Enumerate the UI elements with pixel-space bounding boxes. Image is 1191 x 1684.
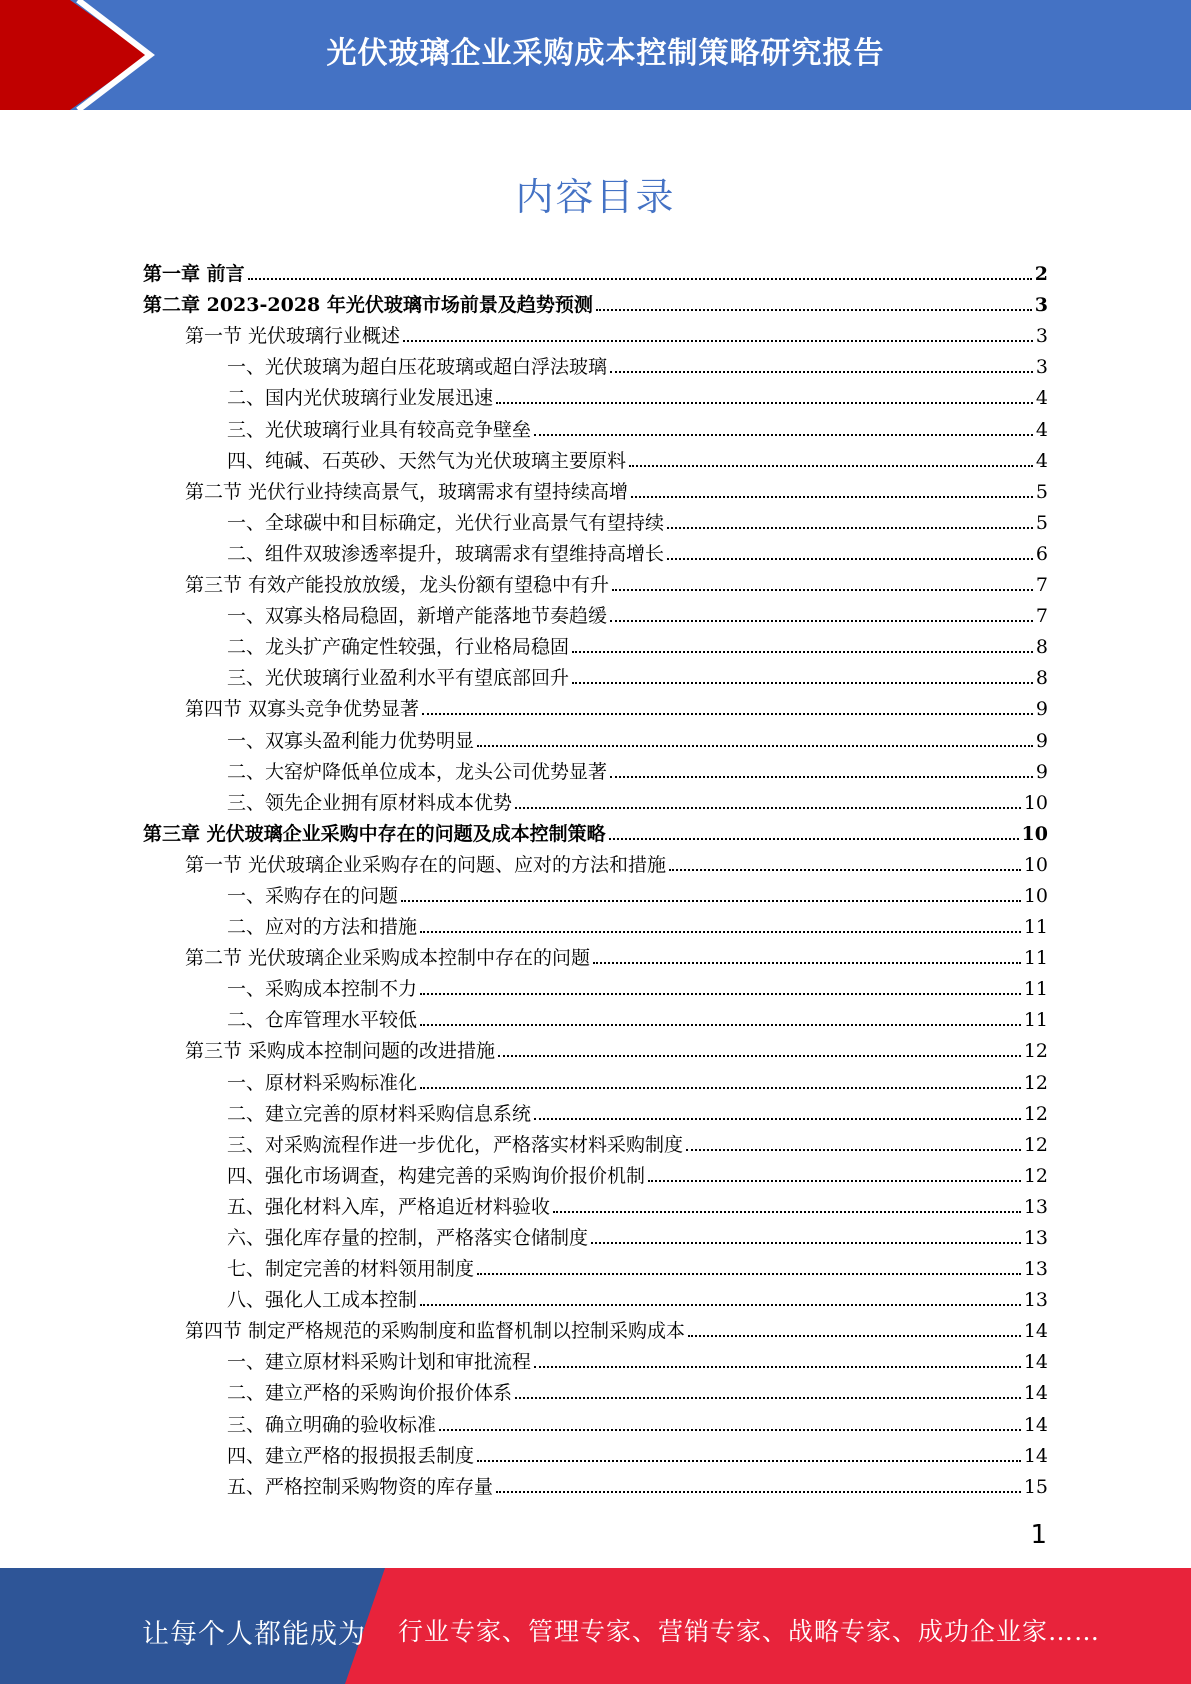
toc-entry[interactable] [143,1062,1048,1093]
toc-entry-page: 14 [1023,1444,1048,1467]
toc-entry[interactable] [143,316,1048,347]
toc-entry[interactable] [143,1280,1048,1311]
toc-entry-page: 11 [1023,947,1048,970]
toc-entry-title: 二、龙头扩产确定性较强，行业格局稳固 [227,636,570,659]
toc-leader-dots [610,776,1033,778]
toc-entry-page: 3 [1035,325,1048,348]
toc-entry-page: 13 [1023,1258,1048,1281]
toc-entry[interactable] [143,1000,1048,1031]
toc-entry-title: 六、强化库存量的控制，严格落实仓储制度 [227,1227,589,1249]
toc-leader-dots [688,1335,1021,1337]
toc-leader-dots [593,962,1021,964]
toc-entry-page: 3 [1034,294,1048,317]
toc-entry-page: 8 [1035,636,1048,659]
toc-entry-title: 三、光伏玻璃行业具有较高竞争壁垒 [227,418,532,441]
toc-leader-dots [439,1429,1021,1431]
toc-entry[interactable] [143,876,1048,907]
toc-entry-page: 12 [1023,1133,1048,1156]
toc-entry-page: 9 [1035,729,1048,752]
toc-leader-dots [629,465,1033,467]
toc-leader-dots [667,558,1033,560]
toc-entry-page: 13 [1023,1289,1048,1312]
toc-entry-title: 第三章 光伏玻璃企业采购中存在的问题及成本控制策略 [143,822,606,845]
footer-slogan-right: 行业专家、管理专家、营销专家、战略专家、成功企业家…… [398,1617,1101,1646]
toc-entry-title: 八、强化人工成本控制 [227,1289,418,1312]
toc-entry-title: 一、全球碳中和目标确定，光伏行业高景气有望持续 [227,511,665,534]
toc-entry-page: 4 [1035,418,1048,441]
toc-leader-dots [420,1304,1021,1306]
toc-entry-page: 14 [1023,1382,1048,1405]
toc-leader-dots [572,651,1033,653]
toc-leader-dots [498,1055,1021,1057]
toc-leader-dots [420,993,1021,995]
toc-leader-dots [596,309,1032,311]
toc-leader-dots [610,620,1033,622]
toc-entry-page: 8 [1035,667,1048,690]
toc-leader-dots [591,1242,1021,1244]
toc-entry-page: 5 [1035,511,1048,534]
toc-leader-dots [667,527,1033,529]
toc-entry[interactable] [143,503,1048,534]
toc-entry-title: 四、建立严格的报损报丢制度 [227,1444,475,1467]
toc-entry-title: 一、原材料采购标准化 [227,1071,418,1094]
toc-leader-dots [515,1397,1021,1399]
page-footer-banner [0,1568,1191,1684]
toc-entry-title: 五、严格控制采购物资的库存量 [227,1475,494,1498]
toc-entry-title: 第一节 光伏玻璃行业概述 [185,325,401,348]
toc-entry-title: 五、强化材料入库，严格追近材料验收 [227,1195,551,1218]
toc-entry[interactable] [143,1156,1048,1187]
toc-entry[interactable] [143,1249,1048,1280]
toc-entry-page: 13 [1023,1227,1048,1249]
toc-leader-dots [477,1273,1021,1275]
toc-leader-dots [403,340,1033,342]
toc-entry[interactable] [143,472,1048,503]
toc-leader-dots [572,682,1033,684]
toc-leader-dots [648,1180,1021,1182]
toc-leader-dots [477,745,1033,747]
toc-entry[interactable] [143,752,1048,783]
toc-leader-dots [534,1118,1021,1120]
toc-entry-page: 11 [1023,1009,1048,1032]
toc-entry-title: 三、确立明确的验收标准 [227,1413,437,1436]
toc-entry-title: 三、光伏玻璃行业盈利水平有望底部回升 [227,667,570,690]
toc-entry-title: 二、大窑炉降低单位成本，龙头公司优势显著 [227,760,608,783]
toc-entry-page: 2 [1034,263,1048,286]
toc-entry-page: 12 [1023,1040,1048,1063]
toc-entry[interactable] [143,1373,1048,1404]
toc-leader-dots [609,838,1019,840]
toc-entry[interactable] [143,658,1048,689]
report-title: 光伏玻璃企业采购成本控制策略研究报告 [326,36,885,71]
toc-entry-page: 9 [1035,698,1048,721]
toc-entry[interactable] [143,1125,1048,1156]
toc-entry-title: 四、强化市场调查，构建完善的采购询价报价机制 [227,1164,646,1187]
toc-entry-page: 4 [1035,449,1048,472]
toc-entry-title: 第二章 2023-2028 年光伏玻璃市场前景及趋势预测 [143,294,593,317]
toc-entry[interactable] [143,1467,1048,1498]
page-number: 1 [1030,1520,1047,1550]
toc-entry-title: 二、仓库管理水平较低 [227,1009,418,1032]
toc-entry[interactable] [143,845,1048,876]
toc-entry[interactable] [143,565,1048,596]
toc-entry-title: 第二节 光伏行业持续高景气，玻璃需求有望持续高增 [185,480,629,503]
toc-entry[interactable] [143,938,1048,969]
toc-entry[interactable] [143,814,1048,845]
toc-entry-title: 二、建立完善的原材料采购信息系统 [227,1102,532,1125]
toc-entry[interactable] [143,254,1048,285]
toc-entry-title: 三、对采购流程作进一步优化，严格落实材料采购制度 [227,1133,684,1156]
toc-entry[interactable] [143,1404,1048,1435]
toc-entry-title: 一、双寡头盈利能力优势明显 [227,729,475,752]
footer-slogan-left: 让每个人都能成为 [142,1619,366,1650]
toc-leader-dots [610,371,1033,373]
toc-entry-page: 3 [1035,356,1048,379]
toc-entry-title: 第一章 前言 [143,263,245,286]
toc-leader-dots [422,713,1033,715]
toc-entry[interactable] [143,783,1048,814]
toc-entry-title: 二、应对的方法和措施 [227,916,418,939]
toc-entry-title: 第四节 制定严格规范的采购制度和监督机制以控制采购成本 [185,1320,686,1343]
toc-entry-title: 第一节 光伏玻璃企业采购存在的问题、应对的方法和措施 [185,853,667,876]
toc-entry-page: 4 [1035,387,1048,410]
toc-entry-page: 11 [1023,916,1048,939]
toc-entry-title: 第三节 有效产能投放放缓，龙头份额有望稳中有升 [185,574,610,597]
toc-entry[interactable] [143,1187,1048,1218]
toc-entry[interactable] [143,285,1048,316]
toc-entry-page: 6 [1035,542,1048,565]
toc-entry-page: 11 [1023,978,1048,1001]
toc-entry-title: 二、国内光伏玻璃行业发展迅速 [227,387,494,410]
toc-leader-dots [420,1087,1021,1089]
toc-entry[interactable] [143,409,1048,440]
toc-entry-page: 15 [1023,1475,1048,1498]
toc-leader-dots [534,1366,1021,1368]
toc-entry-page: 7 [1035,574,1048,597]
toc-entry[interactable] [143,1342,1048,1373]
toc-entry[interactable] [143,689,1048,720]
toc-entry[interactable] [143,1311,1048,1342]
table-of-contents [143,254,1048,1498]
toc-leader-dots [686,1149,1021,1151]
toc-entry-page: 14 [1023,1413,1048,1436]
toc-entry[interactable] [143,347,1048,378]
toc-entry-page: 12 [1023,1102,1048,1125]
toc-entry[interactable] [143,907,1048,938]
toc-leader-dots [515,807,1021,809]
toc-entry-page: 12 [1023,1071,1048,1094]
toc-leader-dots [420,931,1021,933]
toc-entry-title: 一、建立原材料采购计划和审批流程 [227,1351,532,1374]
toc-entry-page: 10 [1023,853,1048,876]
toc-leader-dots [553,1211,1021,1213]
toc-entry-title: 第三节 采购成本控制问题的改进措施 [185,1040,496,1063]
toc-entry[interactable] [143,969,1048,1000]
toc-entry[interactable] [143,627,1048,658]
toc-leader-dots [477,1460,1021,1462]
toc-entry-page: 9 [1035,760,1048,783]
toc-leader-dots [248,278,1032,280]
toc-leader-dots [534,434,1033,436]
toc-entry[interactable] [143,1218,1048,1249]
toc-entry-title: 一、采购存在的问题 [227,884,399,907]
toc-entry-title: 四、纯碱、石英砂、天然气为光伏玻璃主要原料 [227,449,627,472]
toc-entry-title: 一、采购成本控制不力 [227,978,418,1001]
toc-entry[interactable] [143,534,1048,565]
toc-entry[interactable] [143,720,1048,751]
toc-leader-dots [496,402,1033,404]
toc-entry[interactable] [143,1031,1048,1062]
toc-entry-page: 10 [1021,822,1048,845]
toc-leader-dots [496,1491,1021,1493]
toc-entry[interactable] [143,1094,1048,1125]
toc-leader-dots [631,496,1033,498]
toc-entry-title: 二、组件双玻渗透率提升，玻璃需求有望维持高增长 [227,542,665,565]
page-header-banner [0,0,1191,110]
toc-entry-page: 10 [1023,884,1048,907]
toc-leader-dots [420,1024,1021,1026]
toc-entry[interactable] [143,378,1048,409]
toc-entry-title: 一、光伏玻璃为超白压花玻璃或超白浮法玻璃 [227,356,608,379]
toc-heading: 内容目录 [515,175,676,219]
toc-entry-page: 14 [1023,1351,1048,1374]
toc-entry-page: 12 [1023,1164,1048,1187]
toc-leader-dots [612,589,1033,591]
toc-leader-dots [669,869,1021,871]
toc-entry-title: 七、制定完善的材料领用制度 [227,1258,475,1281]
toc-entry-title: 二、建立严格的采购询价报价体系 [227,1382,513,1405]
toc-entry-title: 第四节 双寡头竞争优势显著 [185,698,420,721]
toc-entry-page: 5 [1035,480,1048,503]
toc-entry[interactable] [143,596,1048,627]
toc-entry-title: 三、领先企业拥有原材料成本优势 [227,791,513,814]
toc-entry-page: 10 [1023,791,1048,814]
toc-entry-page: 14 [1023,1320,1048,1343]
toc-entry-page: 7 [1035,605,1048,628]
toc-entry[interactable] [143,441,1048,472]
toc-entry-title: 第二节 光伏玻璃企业采购成本控制中存在的问题 [185,947,591,970]
toc-entry-title: 一、双寡头格局稳固，新增产能落地节奏趋缓 [227,605,608,628]
toc-entry-page: 13 [1023,1195,1048,1218]
toc-leader-dots [401,900,1021,902]
toc-entry[interactable] [143,1436,1048,1467]
